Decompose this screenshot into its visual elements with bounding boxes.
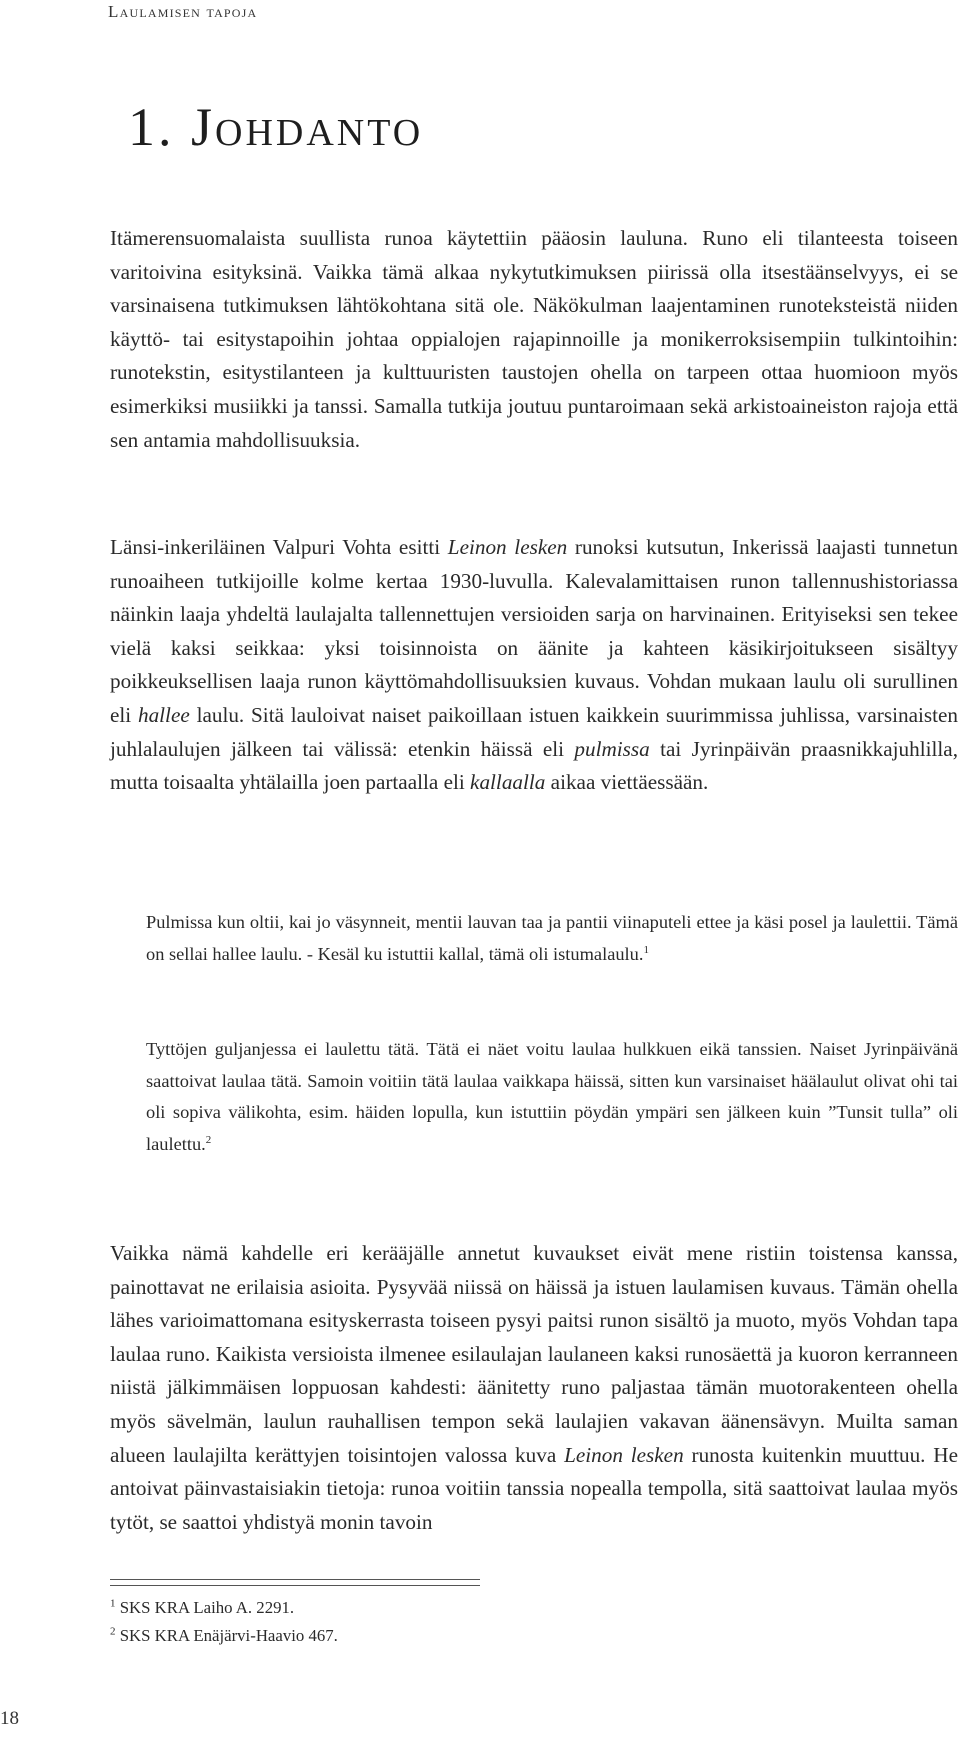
running-head: Laulamisen tapoja [108,2,258,21]
footnote-number: 2 [110,1625,116,1638]
text-run: laulu. Sitä lauloivat naiset paikoillaan istuen kaikkein suurimmissa juhlissa, varsinaisten juhlalaulujen jälkeen tai välissä: etenkin häissä eli [110,702,958,761]
block-quote [146,907,958,970]
body-paragraph [110,531,958,800]
text-run: tai Jyrinpäivän praasnikkajuhlilla, mutta toisaalta yhtälailla joen partaalla eli [110,736,958,795]
footnote-marker: 1 [643,943,649,956]
italic-term: kallaalla [470,770,546,795]
text-run: aikaa viettäessään. [545,770,709,795]
page-number: 18 [0,1708,19,1729]
body-paragraph [110,1237,958,1539]
text-run: runoksi kutsutun, Inkerissä laajasti tunnetun runoaiheen tutkijoille kolme kertaa 1930-luvulla. Kalevalamittaisen runon tallennushistoriassa näinkin laaja yhdeltä laulajalta tallennettujen versioiden sarja on harvinainen. Erityiseksi sen tekee vielä kaksi seikkaa: yksi toisinnoista on äänite ja kahteen käsikirjoitukseen sisältyy poikkeuksellisen laaja runon käyttömahdollisuuksien kuvaus. Vohdan mukaan laulu oli surullinen eli [110,535,959,727]
italic-term: pulmissa [574,736,650,761]
quote-text: Tyttöjen guljanjessa ei laulettu tätä. Tätä ei näet voitu laulaa hulkkuen eikä tanssien. Naiset Jyrinpäivänä saattoivat laulaa tätä. Samoin voitiin tätä laulaa vaikkapa häissä, sitten kun varsinaiset häälaulut olivat ohi tai oli sopiva välikohta, esim. häiden lopulla, kun istuttiin pöydän ympäri sen jälkeen kuin ”Tunsit tulla” oli laulettu. [146,1039,958,1154]
text-run: Länsi-inkeriläinen Valpuri Vohta esitti [110,535,448,559]
italic-term: Leinon lesken [447,535,568,559]
footnote [110,1626,338,1646]
footnote-text: SKS KRA Enäjärvi-Haavio 467. [119,1626,338,1645]
italic-term: Leinon lesken [564,1442,684,1467]
text-run: runosta kuitenkin muuttuu. He antoivat päinvastaisiakin tietoja: runoa voitiin tanssia nopealla tempolla, sitä saattoivat laulaa myös tytöt, se saattoi yhdistyä monin tavoin [110,1442,959,1534]
footnote [110,1598,294,1618]
chapter-title: 1. Johdanto [128,97,424,157]
text-run: Itämerensuomalaista suullista runoa käytettiin pääosin lauluna. Runo eli tilanteesta toiseen varitoivina esityksinä. Vaikka tämä alkaa nykytutkimuksen piirissä olla itsestäänselvyys, ei se varsinaisena tutkimuksen lähtökohtana sitä ole. Näkökulman laajentaminen runoteksteistä niiden käyttö- tai esitystapoihin johtaa oppialojen rajapinnoille ja monikerroksisempiin tulkintoihin: runotekstin, esitystilanteen ja kulttuuristen taustojen ohella on tarpeen ottaa huomioon myös esimerkiksi musiikki ja tanssi. Samalla tutkija joutuu puntaroimaan sekä arkistoaineiston rajoja että sen antamia mahdollisuuksia. [110,226,958,452]
quote-text: Pulmissa kun oltii, kai jo väsynneit, mentii lauvan taa ja pantii viinaputeli ettee ja käsi posel ja laulettii. Tämä on sellai hallee laulu. - Kesäl ku istuttii kallal, tämä oli istumalaulu. [146,912,958,964]
block-quote [146,1034,958,1160]
footnote-separator [110,1579,480,1586]
footnote-text: SKS KRA Laiho A. 2291. [119,1598,295,1617]
italic-term: hallee [137,702,190,727]
body-paragraph [110,222,958,457]
text-run: Vaikka nämä kahdelle eri kerääjälle annetut kuvaukset eivät mene ristiin toistensa kanssa, painottavat ne erilaisia asioita. Pysyvää niissä on häissä ja istuen laulamisen kuvaus. Tämän ohella lähes varioimattomana esityskerrasta toiseen pysyi paitsi runon sisältö ja muoto, myös Vohdan tapa laulaa runo. Kaikista versioista ilmenee esilaulajan laulaneen kaksi runosäettä ja kuoron kerranneen niistä jälkimmäisen loppuosan kahdesti: äänitetty runo paljastaa tämän muotorakenteen ohella myös sävelmän, laulun rauhallisen tempon sekä laulajien vakavan äänensävyn. Muilta saman alueen laulajilta kerättyjen toisintojen valossa kuva [110,1241,958,1467]
footnote-marker: 2 [205,1133,212,1146]
footnote-number: 1 [110,1597,116,1610]
